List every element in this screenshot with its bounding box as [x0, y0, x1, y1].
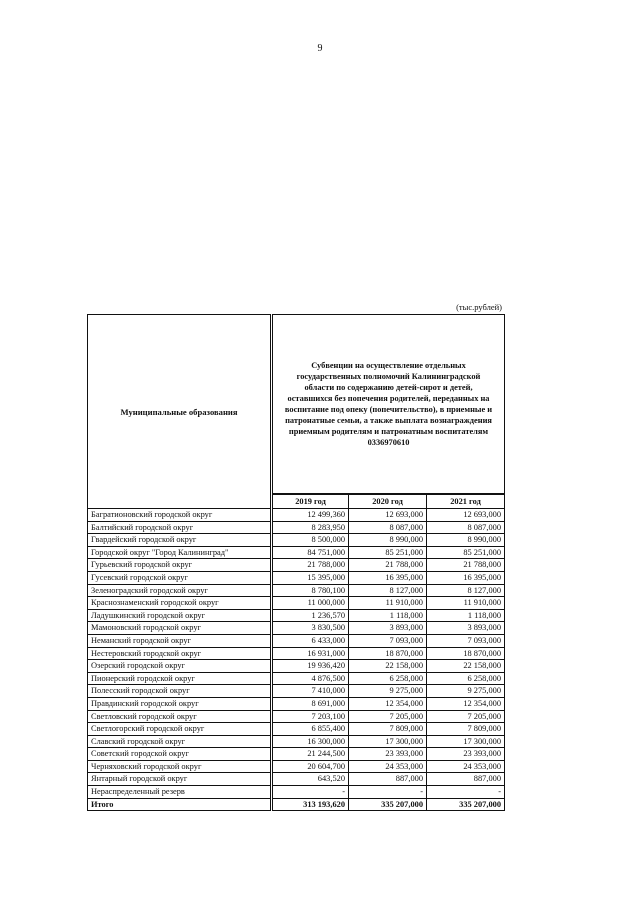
value-cell-2021: 8 990,000: [427, 534, 505, 547]
table-row: [88, 760, 505, 773]
value-cell-2021: 24 353,000: [427, 760, 505, 773]
value-cell-2021: 335 207,000: [427, 798, 505, 811]
municipality-name: Балтийский городской округ: [88, 521, 272, 534]
value-cell-2020: 17 300,000: [349, 735, 427, 748]
table-row: [88, 559, 505, 572]
value-cell-2019: 16 931,000: [272, 647, 349, 660]
value-cell-2019: 6 855,400: [272, 723, 349, 736]
table-row: [88, 735, 505, 748]
header-year-2019: 2019 год: [272, 494, 349, 509]
value-cell-2019: 8 780,100: [272, 584, 349, 597]
value-cell-2021: 17 300,000: [427, 735, 505, 748]
value-cell-2019: 313 193,620: [272, 798, 349, 811]
table-row: [88, 634, 505, 647]
municipality-name: Итого: [88, 798, 272, 811]
value-cell-2021: 7 809,000: [427, 723, 505, 736]
table-row: [88, 773, 505, 786]
value-cell-2019: 6 433,000: [272, 634, 349, 647]
value-cell-2021: 7 093,000: [427, 634, 505, 647]
value-cell-2019: 20 604,700: [272, 760, 349, 773]
municipality-name: Янтарный городской округ: [88, 773, 272, 786]
value-cell-2019: 7 203,100: [272, 710, 349, 723]
table-row: [88, 521, 505, 534]
municipality-name: Светловский городской округ: [88, 710, 272, 723]
table-row: [88, 660, 505, 673]
value-cell-2019: 3 830,500: [272, 622, 349, 635]
table-total-row: [88, 798, 505, 811]
value-cell-2019: 8 500,000: [272, 534, 349, 547]
value-cell-2019: 11 000,000: [272, 597, 349, 610]
value-cell-2021: 12 693,000: [427, 509, 505, 522]
municipality-name: Мамоновский городской округ: [88, 622, 272, 635]
municipality-name: Пионерский городской округ: [88, 672, 272, 685]
value-cell-2020: 16 395,000: [349, 571, 427, 584]
municipality-name: Славский городской округ: [88, 735, 272, 748]
value-cell-2021: 1 118,000: [427, 609, 505, 622]
municipality-name: Озерский городской округ: [88, 660, 272, 673]
value-cell-2019: 84 751,000: [272, 546, 349, 559]
value-cell-2020: 24 353,000: [349, 760, 427, 773]
header-year-2021: 2021 год: [427, 494, 505, 509]
value-cell-2020: 1 118,000: [349, 609, 427, 622]
page-number: 9: [317, 43, 323, 54]
municipality-name: Городской округ "Город Калининград": [88, 546, 272, 559]
value-cell-2020: 21 788,000: [349, 559, 427, 572]
value-cell-2021: 7 205,000: [427, 710, 505, 723]
value-cell-2020: 11 910,000: [349, 597, 427, 610]
municipality-name: Правдинский городской округ: [88, 697, 272, 710]
municipality-name: Краснознаменский городской округ: [88, 597, 272, 610]
value-cell-2020: 335 207,000: [349, 798, 427, 811]
table-row: [88, 685, 505, 698]
municipality-name: Зеленоградский городской округ: [88, 584, 272, 597]
value-cell-2019: 21 244,500: [272, 748, 349, 761]
value-cell-2021: 11 910,000: [427, 597, 505, 610]
table-row: [88, 723, 505, 736]
value-cell-2020: 8 087,000: [349, 521, 427, 534]
value-cell-2020: 7 205,000: [349, 710, 427, 723]
municipality-name: Ладушкинский городской округ: [88, 609, 272, 622]
value-cell-2020: 12 354,000: [349, 697, 427, 710]
table-row: [88, 509, 505, 522]
table-row: [88, 584, 505, 597]
value-cell-2019: 643,520: [272, 773, 349, 786]
value-cell-2020: 9 275,000: [349, 685, 427, 698]
value-cell-2020: -: [349, 786, 427, 799]
table-row: [88, 672, 505, 685]
value-cell-2019: -: [272, 786, 349, 799]
value-cell-2019: 7 410,000: [272, 685, 349, 698]
value-cell-2020: 887,000: [349, 773, 427, 786]
value-cell-2020: 7 809,000: [349, 723, 427, 736]
value-cell-2021: 6 258,000: [427, 672, 505, 685]
value-cell-2020: 8 127,000: [349, 584, 427, 597]
value-cell-2021: 9 275,000: [427, 685, 505, 698]
table-row: [88, 710, 505, 723]
value-cell-2021: 8 127,000: [427, 584, 505, 597]
value-cell-2020: 7 093,000: [349, 634, 427, 647]
value-cell-2019: 19 936,420: [272, 660, 349, 673]
value-cell-2019: 12 499,360: [272, 509, 349, 522]
municipality-name: Гурьевский городской округ: [88, 559, 272, 572]
municipality-name: Багратионовский городской округ: [88, 509, 272, 522]
value-cell-2021: 16 395,000: [427, 571, 505, 584]
municipality-name: Гвардейский городской округ: [88, 534, 272, 547]
value-cell-2021: 887,000: [427, 773, 505, 786]
municipality-name: Нестеровский городской округ: [88, 647, 272, 660]
value-cell-2021: 22 158,000: [427, 660, 505, 673]
unit-label: (тыс.рублей): [456, 302, 502, 312]
value-cell-2020: 18 870,000: [349, 647, 427, 660]
value-cell-2021: 85 251,000: [427, 546, 505, 559]
municipality-name: Светлогорский городской округ: [88, 723, 272, 736]
value-cell-2020: 23 393,000: [349, 748, 427, 761]
municipality-name: Черняховский городской округ: [88, 760, 272, 773]
header-subvention-title: Субвенции на осуществление отдельных государственных полномочий Калининградской области по содержанию детей-сирот и детей, оставшихся без попечения родителей, переданных на воспитание под опеку (попечительство), в приемные и патронатные семьи, а также выплата вознаграждения приемным родителям и патронатным воспитателям 0336970610: [272, 315, 505, 495]
value-cell-2021: 3 893,000: [427, 622, 505, 635]
municipality-name: Неманский городской округ: [88, 634, 272, 647]
value-cell-2019: 15 395,000: [272, 571, 349, 584]
value-cell-2020: 6 258,000: [349, 672, 427, 685]
table-row: [88, 647, 505, 660]
value-cell-2021: 8 087,000: [427, 521, 505, 534]
value-cell-2021: 23 393,000: [427, 748, 505, 761]
table-row: [88, 622, 505, 635]
municipality-name: Гусевский городской округ: [88, 571, 272, 584]
value-cell-2019: 8 691,000: [272, 697, 349, 710]
value-cell-2019: 21 788,000: [272, 559, 349, 572]
value-cell-2020: 12 693,000: [349, 509, 427, 522]
table-row: [88, 571, 505, 584]
value-cell-2021: -: [427, 786, 505, 799]
header-year-2020: 2020 год: [349, 494, 427, 509]
subvention-table: [87, 314, 505, 811]
value-cell-2019: 8 283,950: [272, 521, 349, 534]
value-cell-2020: 85 251,000: [349, 546, 427, 559]
value-cell-2019: 4 876,500: [272, 672, 349, 685]
value-cell-2019: 16 300,000: [272, 735, 349, 748]
municipality-name: Полесский городской округ: [88, 685, 272, 698]
value-cell-2019: 1 236,570: [272, 609, 349, 622]
table-row: [88, 534, 505, 547]
municipality-name: Нераспределенный резерв: [88, 786, 272, 799]
table-row: [88, 609, 505, 622]
header-municipality: Муниципальные образования: [88, 315, 272, 509]
table-row: [88, 597, 505, 610]
value-cell-2020: 22 158,000: [349, 660, 427, 673]
value-cell-2021: 21 788,000: [427, 559, 505, 572]
table-row: [88, 546, 505, 559]
table-row: [88, 697, 505, 710]
value-cell-2021: 12 354,000: [427, 697, 505, 710]
municipality-name: Советский городской округ: [88, 748, 272, 761]
value-cell-2020: 8 990,000: [349, 534, 427, 547]
value-cell-2021: 18 870,000: [427, 647, 505, 660]
table-row: [88, 748, 505, 761]
table-header-row: [88, 315, 505, 495]
table-row: [88, 786, 505, 799]
value-cell-2020: 3 893,000: [349, 622, 427, 635]
table-body: [88, 509, 505, 811]
